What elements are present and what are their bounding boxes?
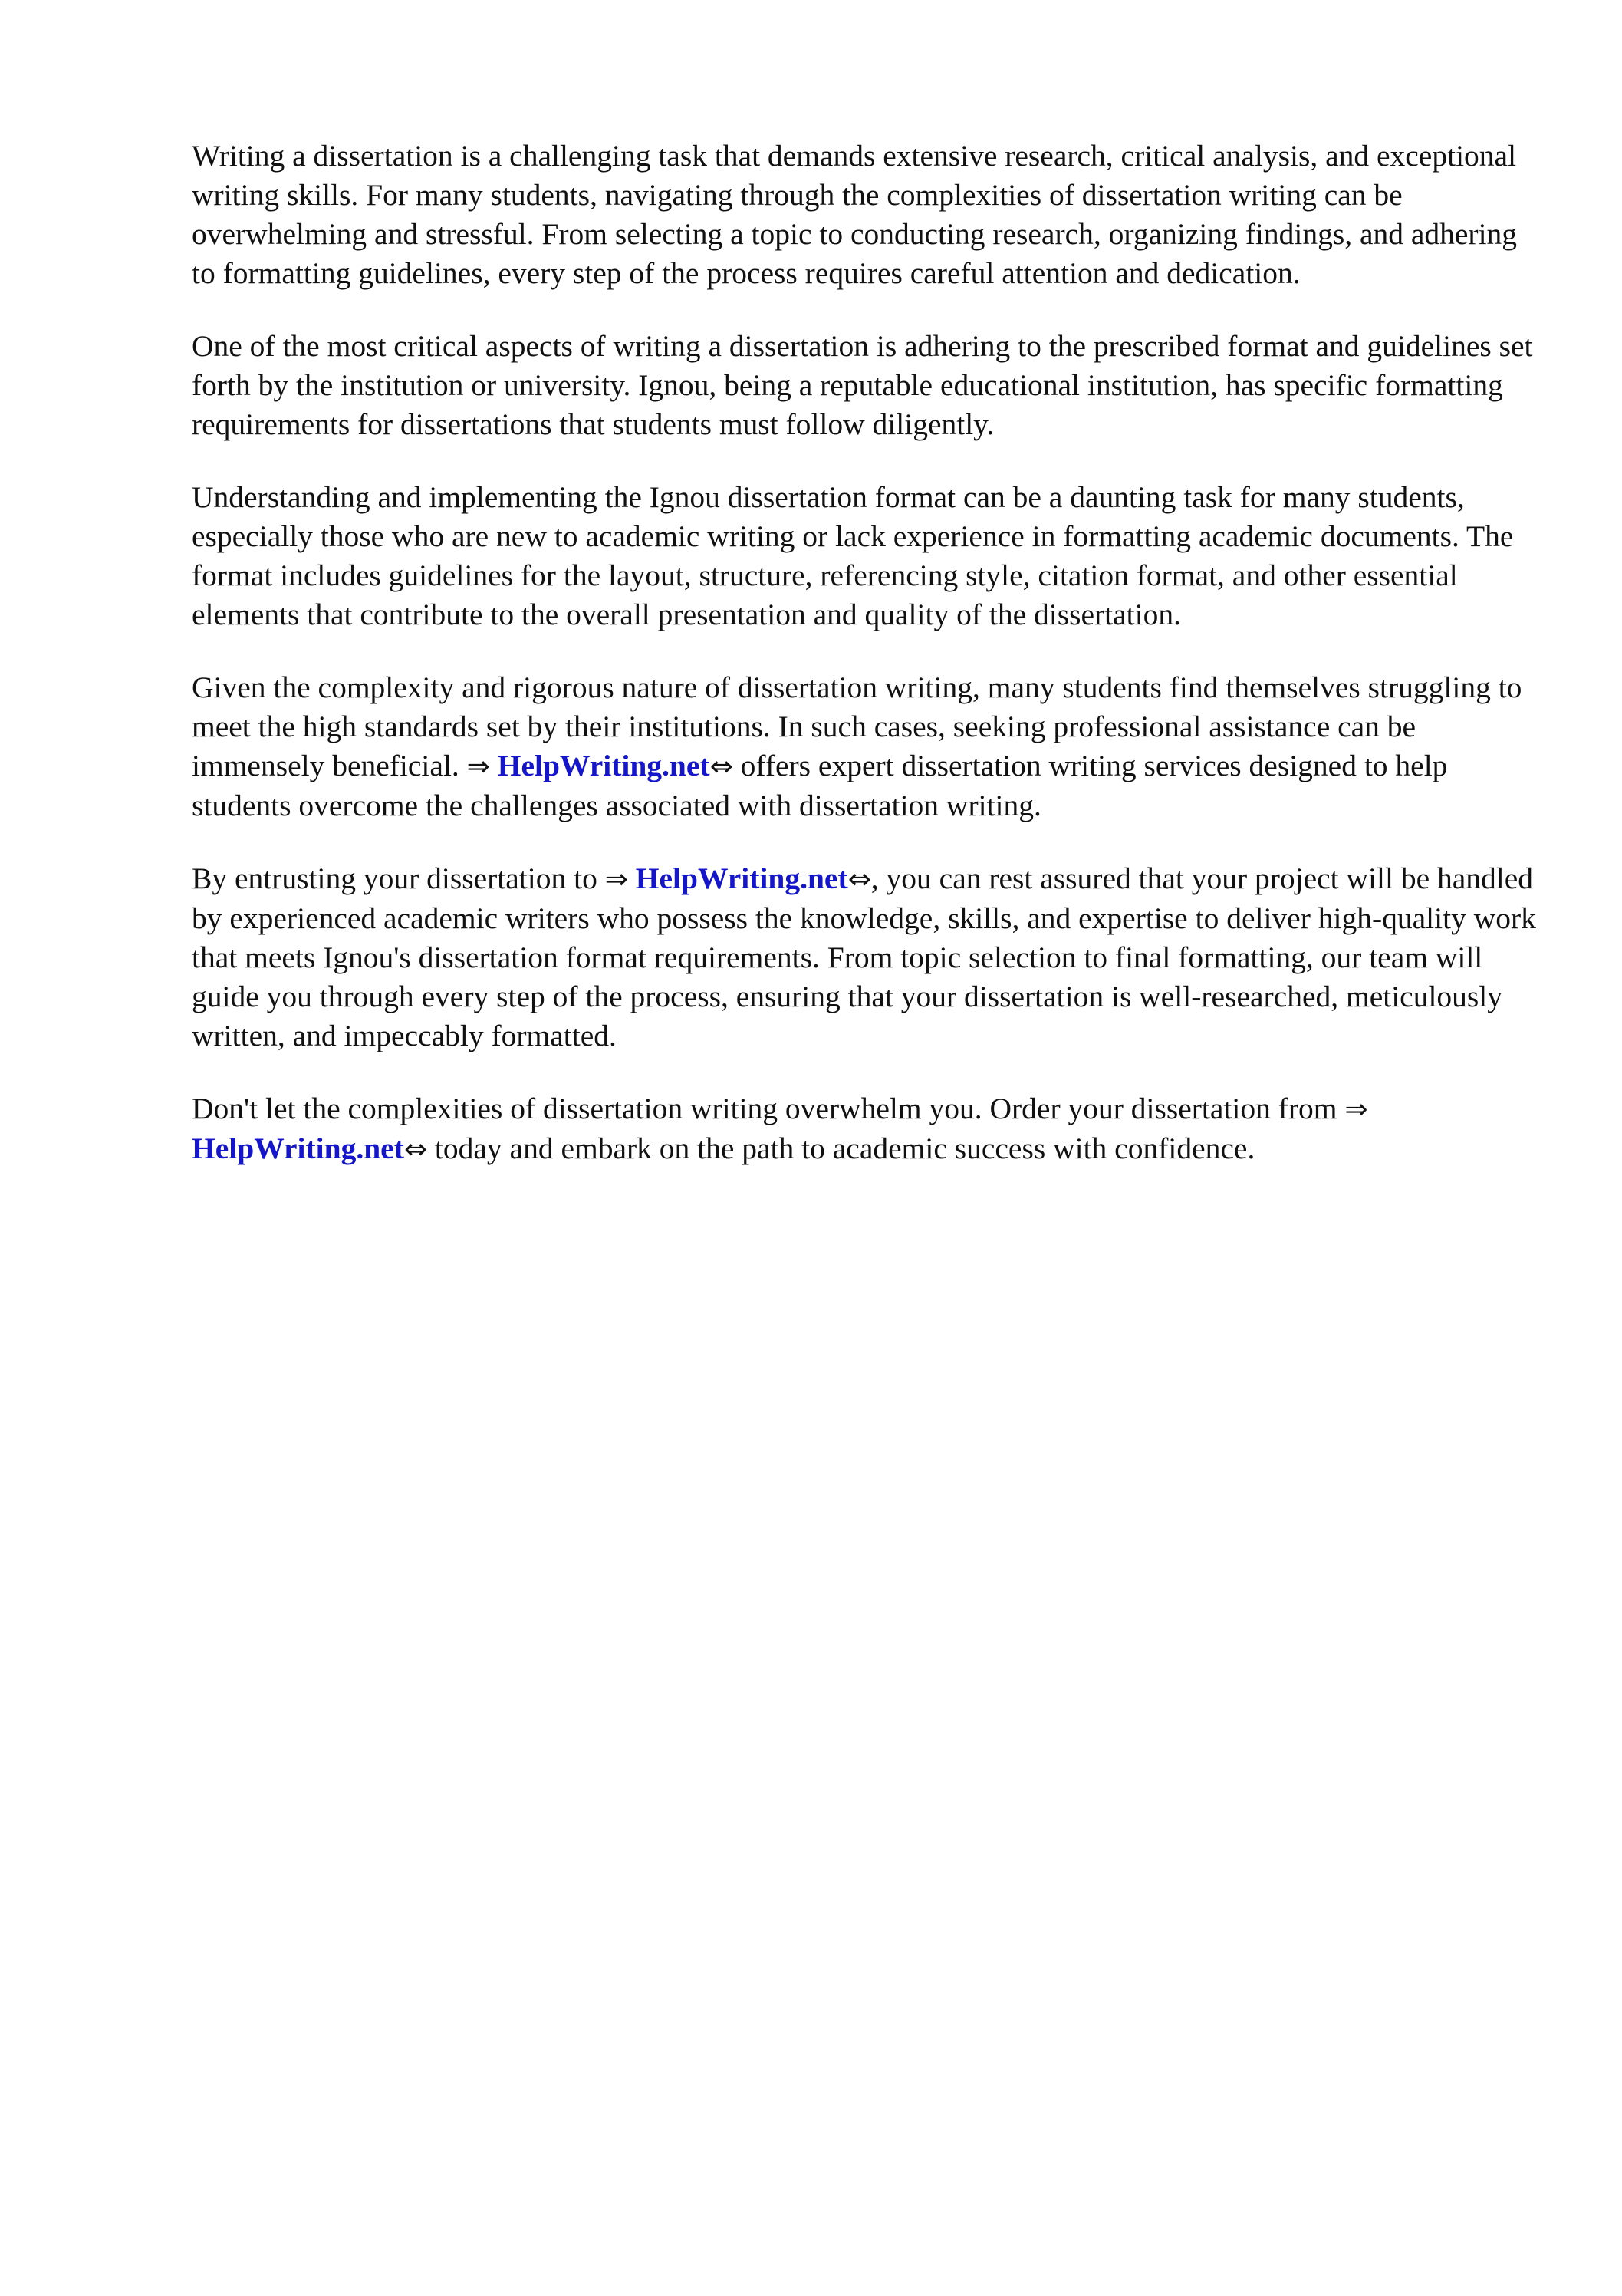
paragraph-call-to-action-text-start: Don't let the complexities of dissertation writing overwhelm you. Order your dissertation from — [192, 1092, 1337, 1125]
paragraph-format-guidelines — [192, 327, 1541, 444]
paragraph-call-to-action — [192, 1089, 1541, 1169]
right-arrow-icon: ⇒ — [1344, 1094, 1368, 1125]
double-arrow-icon: ⇔ — [709, 751, 733, 782]
paragraph-format-understanding-text: Understanding and implementing the Ignou dissertation format can be a daunting task for many students, especially those who are new to academic writing or lack experience in formatting academic documents. The format includes guidelines for the layout, structure, referencing style, citation format, and other essential elements that contribute to the overall presentation and quality of the dissertation. — [192, 480, 1514, 631]
paragraph-format-guidelines-text: One of the most critical aspects of writing a dissertation is adhering to the prescribed format and guidelines set forth by the institution or university. Ignou, being a reputable educational institution, has specific formatting requirements for dissertations that students must follow diligently. — [192, 329, 1533, 441]
paragraph-intro — [192, 137, 1541, 293]
paragraph-intro-text: Writing a dissertation is a challenging task that demands extensive research, critical analysis, and exceptional writing skills. For many students, navigating through the complexities of dissertation writing can be overwhelming and stressful. From selecting a topic to conducting research, organizing findings, and adhering to formatting guidelines, every step of the process requires careful attention and dedication. — [192, 139, 1518, 290]
helpwriting-link[interactable]: HelpWriting.net — [497, 749, 710, 782]
right-arrow-icon: ⇒ — [604, 864, 628, 895]
paragraph-entrusting-text-start: By entrusting your dissertation to — [192, 861, 597, 895]
paragraph-entrusting-text-end: , you can rest assured that your project will be handled by experienced academic writers who possess the knowledge, skills, and expertise to deliver high-quality work that meets Ignou's dissertation format requirements. From topic selection to final formatting, our team will guide you through every step of the process, ensuring that your dissertation is well-researched, meticulously written, and impeccably formatted. — [192, 861, 1536, 1052]
paragraph-professional-help — [192, 668, 1541, 825]
paragraph-professional-help-text-start: Given the complexity and rigorous nature of dissertation writing, many students find themselves struggling to meet the high standards set by their institutions. In such cases, seeking professional assistance can be immensely beneficial. — [192, 670, 1522, 782]
double-arrow-icon: ⇔ — [403, 1134, 428, 1165]
paragraph-format-understanding — [192, 478, 1541, 634]
double-arrow-icon: ⇔ — [847, 864, 871, 895]
paragraph-call-to-action-text-end: today and embark on the path to academic success with confidence. — [434, 1132, 1255, 1165]
helpwriting-link[interactable]: HelpWriting.net — [635, 861, 848, 895]
right-arrow-icon: ⇒ — [466, 751, 490, 782]
paragraph-entrusting — [192, 859, 1541, 1056]
helpwriting-link[interactable]: HelpWriting.net — [192, 1132, 404, 1165]
paragraph-professional-help-text-end: offers expert dissertation writing services designed to help students overcome the challenges associated with dissertation writing. — [192, 749, 1448, 822]
document-body — [192, 137, 1541, 1203]
